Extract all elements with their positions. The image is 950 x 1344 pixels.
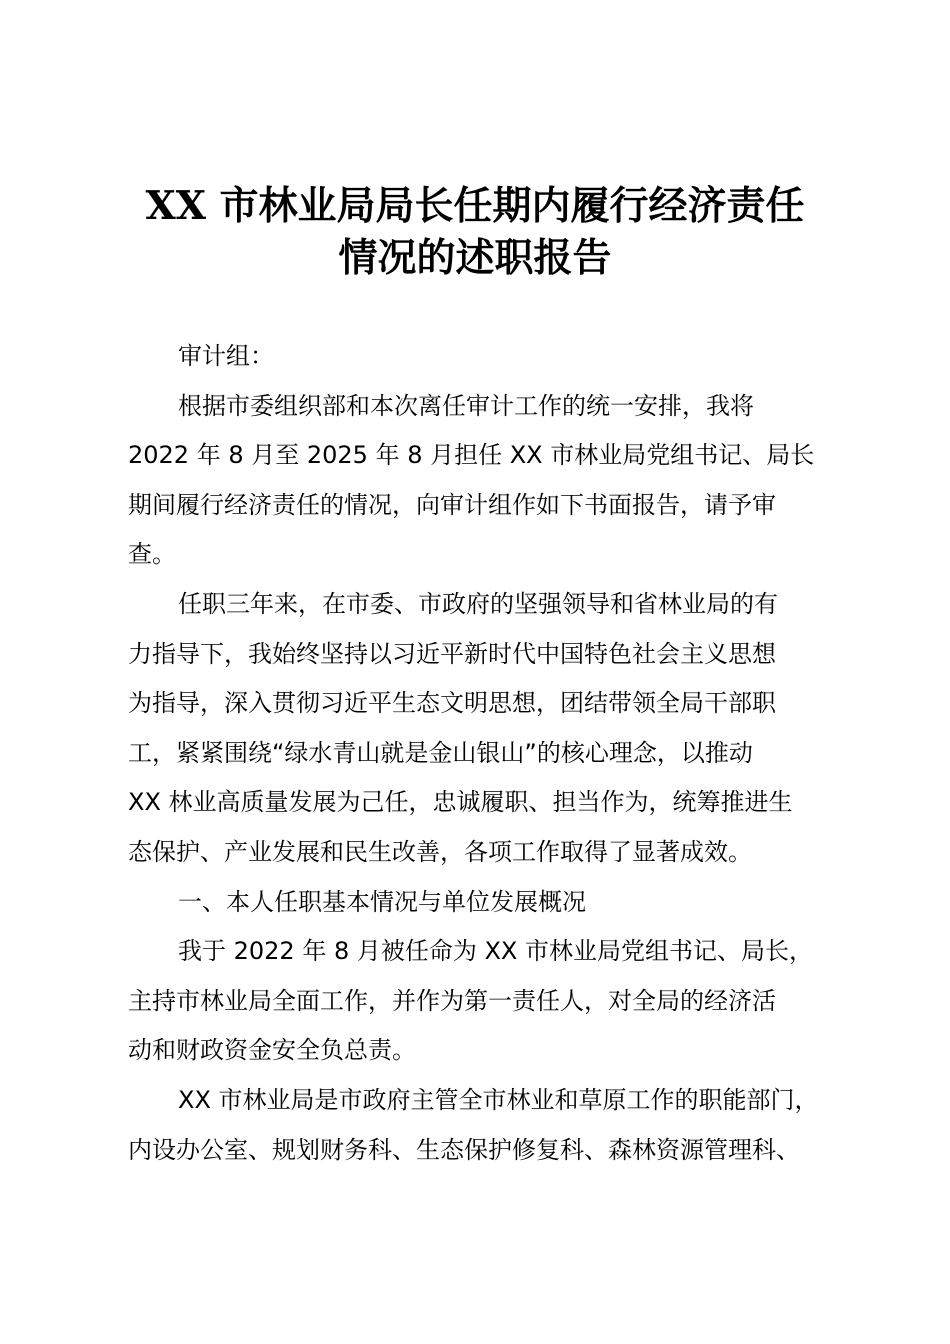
body-line: 根据市委组织部和本次离任审计工作的统一安排，我将 <box>178 391 754 420</box>
body-line: 查。 <box>128 540 176 569</box>
body-line: 任职三年来，在市委、市政府的坚强领导和省林业局的有 <box>178 589 778 618</box>
body-line: 2022 年 8 月至 2025 年 8 月担任 XX 市林业局党组书记、局长 <box>128 441 815 470</box>
document-body <box>128 332 868 1175</box>
body-line: 审计组： <box>178 342 274 370</box>
body-line: 主持市林业局全面工作，并作为第一责任人，对全局的经济活 <box>128 986 776 1015</box>
document-title-line-1: XX 市林业局局长任期内履行经济责任 <box>145 183 805 229</box>
body-line: 内设办公室、规划财务科、生态保护修复科、森林资源管理科、 <box>128 1135 800 1164</box>
body-line: XX 林业高质量发展为己任，忠诚履职、担当作为，统筹推进生 <box>128 788 793 817</box>
body-line: 动和财政资金安全负总责。 <box>128 1036 416 1065</box>
body-line: 我于 2022 年 8 月被任命为 XX 市林业局党组书记、局长， <box>178 937 814 966</box>
body-line: 为指导，深入贯彻习近平生态文明思想，团结带领全局干部职 <box>128 689 776 718</box>
body-line: 期间履行经济责任的情况，向审计组作如下书面报告，请予审 <box>128 490 776 519</box>
body-line: XX 市林业局是市政府主管全市林业和草原工作的职能部门， <box>178 1085 819 1114</box>
document-title-line-2: 情况的述职报告 <box>338 235 612 281</box>
body-line: 态保护、产业发展和民生改善，各项工作取得了显著成效。 <box>128 837 752 866</box>
body-line: 一、本人任职基本情况与单位发展概况 <box>178 887 586 916</box>
body-line: 力指导下，我始终坚持以习近平新时代中国特色社会主义思想 <box>128 639 776 668</box>
body-line: 工，紧紧围绕“绿水青山就是金山银山”的核心理念，以推动 <box>128 738 753 767</box>
